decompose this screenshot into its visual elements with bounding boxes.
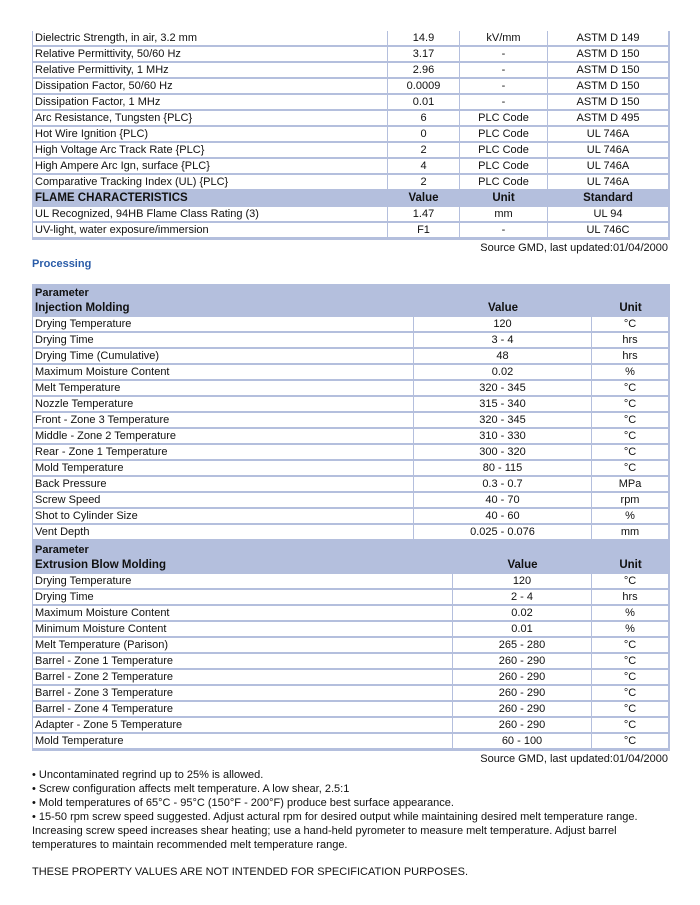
table-row (33, 670, 669, 686)
unit-cell: % (592, 365, 669, 381)
table-row (33, 95, 669, 111)
parameter-cell: Melt Temperature (Parison) (33, 638, 453, 654)
value-cell: F1 (388, 223, 460, 239)
unit-cell: PLC Code (460, 159, 548, 175)
processing-notes (32, 768, 668, 852)
property-cell: Relative Permittivity, 50/60 Hz (33, 47, 388, 63)
parameter-cell: Screw Speed (33, 493, 414, 509)
parameter-cell: Mold Temperature (33, 461, 414, 477)
table-row (33, 413, 669, 429)
property-cell: Arc Resistance, Tungsten {PLC} (33, 111, 388, 127)
unit-cell: PLC Code (460, 175, 548, 191)
property-cell: Dielectric Strength, in air, 3.2 mm (33, 31, 388, 47)
value-cell: 3 - 4 (414, 333, 592, 349)
parameter-header (33, 542, 669, 558)
value-cell: 260 - 290 (453, 686, 592, 702)
unit-cell: °C (592, 718, 669, 734)
table-row (33, 638, 669, 654)
note-item: • 15-50 rpm screw speed suggested. Adjust actural rpm for desired output while maintaining desired melt temperature range. Increasing screw speed increases shear heating; use a hand-held pyrometer to measure melt temperature. Adjust barrel temperatures to maintain recommended melt temperature range. (32, 811, 638, 851)
unit-cell: rpm (592, 493, 669, 509)
unit-cell: - (460, 223, 548, 239)
property-cell: UL Recognized, 94HB Flame Class Rating (3) (33, 207, 388, 223)
table-row (33, 349, 669, 365)
unit-cell: - (460, 95, 548, 111)
table-row (33, 365, 669, 381)
parameter-cell: Barrel - Zone 1 Temperature (33, 654, 453, 670)
table-row (33, 509, 669, 525)
parameter-cell: Barrel - Zone 3 Temperature (33, 686, 453, 702)
table-row (33, 381, 669, 397)
unit-cell: °C (592, 654, 669, 670)
property-cell: Comparative Tracking Index (UL) {PLC} (33, 175, 388, 191)
table-row (33, 47, 669, 63)
unit-cell: °C (592, 638, 669, 654)
value-cell: 0.025 - 0.076 (414, 525, 592, 541)
value-cell: 315 - 340 (414, 397, 592, 413)
table-row (33, 429, 669, 445)
header-cell: Value (388, 191, 460, 207)
injection-molding-table (32, 284, 670, 542)
property-cell: UV-light, water exposure/immersion (33, 223, 388, 239)
value-cell: 120 (453, 574, 592, 590)
value-cell: 265 - 280 (453, 638, 592, 654)
value-cell: 0.02 (414, 365, 592, 381)
processing-section-title: Processing (32, 258, 92, 270)
flame-characteristics-header (33, 191, 669, 207)
standard-cell: UL 746A (548, 127, 669, 143)
property-cell: Relative Permittivity, 1 MHz (33, 63, 388, 79)
table-row (33, 31, 669, 47)
note-item: • Screw configuration affects melt temperature. A low shear, 2.5:1 (32, 783, 350, 795)
value-cell: 60 - 100 (453, 734, 592, 750)
property-cell: High Ampere Arc Ign, surface {PLC} (33, 159, 388, 175)
table-row (33, 702, 669, 718)
table-row (33, 477, 669, 493)
value-cell: 260 - 290 (453, 702, 592, 718)
value-cell: 3.17 (388, 47, 460, 63)
table-row (33, 207, 669, 223)
value-cell: 0.01 (453, 622, 592, 638)
property-cell: High Voltage Arc Track Rate {PLC} (33, 143, 388, 159)
value-cell: 320 - 345 (414, 381, 592, 397)
table-row (33, 654, 669, 670)
value-cell: 80 - 115 (414, 461, 592, 477)
parameter-cell: Adapter - Zone 5 Temperature (33, 718, 453, 734)
table-row (33, 461, 669, 477)
parameter-cell: Mold Temperature (33, 734, 453, 750)
header-cell: Standard (548, 191, 669, 207)
unit-cell: hrs (592, 590, 669, 606)
table-row (33, 333, 669, 349)
standard-cell: ASTM D 495 (548, 111, 669, 127)
standard-cell: UL 746C (548, 223, 669, 239)
value-cell: 320 - 345 (414, 413, 592, 429)
unit-cell: °C (592, 413, 669, 429)
value-cell: 40 - 60 (414, 509, 592, 525)
table-row (33, 525, 669, 541)
unit-cell: % (592, 622, 669, 638)
table-row (33, 493, 669, 509)
table-row (33, 590, 669, 606)
table-row (33, 686, 669, 702)
standard-cell: UL 746A (548, 143, 669, 159)
parameter-cell: Minimum Moisture Content (33, 622, 453, 638)
parameter-cell: Drying Time (33, 333, 414, 349)
value-cell: 14.9 (388, 31, 460, 47)
unit-cell: °C (592, 670, 669, 686)
value-cell: 6 (388, 111, 460, 127)
parameter-cell: Maximum Moisture Content (33, 606, 453, 622)
parameter-cell: Shot to Cylinder Size (33, 509, 414, 525)
parameter-cell: Nozzle Temperature (33, 397, 414, 413)
value-cell: 0.3 - 0.7 (414, 477, 592, 493)
parameter-cell: Drying Time (Cumulative) (33, 349, 414, 365)
column-header-row (33, 301, 669, 317)
note-item: • Uncontaminated regrind up to 25% is allowed. (32, 769, 264, 781)
standard-cell: ASTM D 150 (548, 79, 669, 95)
value-header: Value (414, 301, 592, 317)
unit-cell: MPa (592, 477, 669, 493)
value-cell: 1.47 (388, 207, 460, 223)
disclaimer: THESE PROPERTY VALUES ARE NOT INTENDED FOR SPECIFICATION PURPOSES. (32, 866, 469, 878)
parameter-cell: Front - Zone 3 Temperature (33, 413, 414, 429)
electrical-source-note: Source GMD, last updated:01/04/2000 (480, 242, 668, 254)
table-row (33, 175, 669, 191)
unit-header: Unit (592, 301, 669, 317)
parameter-cell: Melt Temperature (33, 381, 414, 397)
value-cell: 48 (414, 349, 592, 365)
standard-cell: UL 94 (548, 207, 669, 223)
table-row (33, 574, 669, 590)
standard-cell: ASTM D 150 (548, 63, 669, 79)
unit-cell: hrs (592, 333, 669, 349)
unit-cell: PLC Code (460, 127, 548, 143)
standard-cell: UL 746A (548, 159, 669, 175)
table-row (33, 606, 669, 622)
parameter-cell: Drying Temperature (33, 317, 414, 333)
unit-cell: PLC Code (460, 111, 548, 127)
value-cell: 300 - 320 (414, 445, 592, 461)
unit-cell: °C (592, 574, 669, 590)
table-row (33, 718, 669, 734)
unit-cell: PLC Code (460, 143, 548, 159)
value-cell: 120 (414, 317, 592, 333)
unit-cell: mm (460, 207, 548, 223)
unit-cell: °C (592, 461, 669, 477)
table-row (33, 317, 669, 333)
value-cell: 0 (388, 127, 460, 143)
table-row (33, 127, 669, 143)
value-cell: 260 - 290 (453, 718, 592, 734)
parameter-cell: Barrel - Zone 4 Temperature (33, 702, 453, 718)
value-cell: 0.02 (453, 606, 592, 622)
value-cell: 4 (388, 159, 460, 175)
unit-cell: - (460, 63, 548, 79)
unit-cell: - (460, 47, 548, 63)
header-cell: FLAME CHARACTERISTICS (33, 191, 388, 207)
header-cell: Unit (460, 191, 548, 207)
standard-cell: ASTM D 150 (548, 95, 669, 111)
parameter-cell: Maximum Moisture Content (33, 365, 414, 381)
unit-cell: % (592, 606, 669, 622)
parameter-label: Parameter (33, 542, 669, 558)
value-cell: 0.01 (388, 95, 460, 111)
table-row (33, 397, 669, 413)
unit-header: Unit (592, 558, 669, 574)
standard-cell: ASTM D 149 (548, 31, 669, 47)
table-row (33, 622, 669, 638)
value-cell: 260 - 290 (453, 654, 592, 670)
extrusion-blow-molding-table (32, 542, 670, 751)
table-row (33, 734, 669, 750)
unit-cell: °C (592, 317, 669, 333)
parameter-cell: Drying Time (33, 590, 453, 606)
table-row (33, 445, 669, 461)
unit-cell: °C (592, 381, 669, 397)
parameter-header (33, 285, 669, 301)
parameter-cell: Middle - Zone 2 Temperature (33, 429, 414, 445)
note-item: • Mold temperatures of 65°C - 95°C (150°F - 200°F) produce best surface appearance. (32, 797, 454, 809)
parameter-cell: Back Pressure (33, 477, 414, 493)
property-cell: Dissipation Factor, 1 MHz (33, 95, 388, 111)
table-row (33, 63, 669, 79)
table-row (33, 111, 669, 127)
value-cell: 2 (388, 175, 460, 191)
unit-cell: °C (592, 702, 669, 718)
value-cell: 0.0009 (388, 79, 460, 95)
unit-cell: °C (592, 429, 669, 445)
value-cell: 40 - 70 (414, 493, 592, 509)
value-cell: 260 - 290 (453, 670, 592, 686)
standard-cell: UL 746A (548, 175, 669, 191)
parameter-label: Parameter (33, 285, 669, 301)
unit-cell: kV/mm (460, 31, 548, 47)
parameter-cell: Rear - Zone 1 Temperature (33, 445, 414, 461)
unit-cell: °C (592, 397, 669, 413)
unit-cell: °C (592, 445, 669, 461)
parameter-cell: Vent Depth (33, 525, 414, 541)
value-cell: 2 - 4 (453, 590, 592, 606)
table-row (33, 143, 669, 159)
parameter-cell: Barrel - Zone 2 Temperature (33, 670, 453, 686)
parameter-cell: Drying Temperature (33, 574, 453, 590)
process-name-header: Extrusion Blow Molding (33, 558, 453, 574)
electrical-properties-table (32, 31, 670, 240)
processing-source-note: Source GMD, last updated:01/04/2000 (480, 753, 668, 765)
value-cell: 310 - 330 (414, 429, 592, 445)
document-body (32, 31, 668, 878)
table-row (33, 223, 669, 239)
value-cell: 2.96 (388, 63, 460, 79)
property-cell: Hot Wire Ignition {PLC) (33, 127, 388, 143)
unit-cell: % (592, 509, 669, 525)
process-name-header: Injection Molding (33, 301, 414, 317)
value-header: Value (453, 558, 592, 574)
unit-cell: °C (592, 686, 669, 702)
unit-cell: mm (592, 525, 669, 541)
unit-cell: hrs (592, 349, 669, 365)
unit-cell: °C (592, 734, 669, 750)
table-row (33, 159, 669, 175)
value-cell: 2 (388, 143, 460, 159)
unit-cell: - (460, 79, 548, 95)
property-cell: Dissipation Factor, 50/60 Hz (33, 79, 388, 95)
standard-cell: ASTM D 150 (548, 47, 669, 63)
column-header-row (33, 558, 669, 574)
table-row (33, 79, 669, 95)
